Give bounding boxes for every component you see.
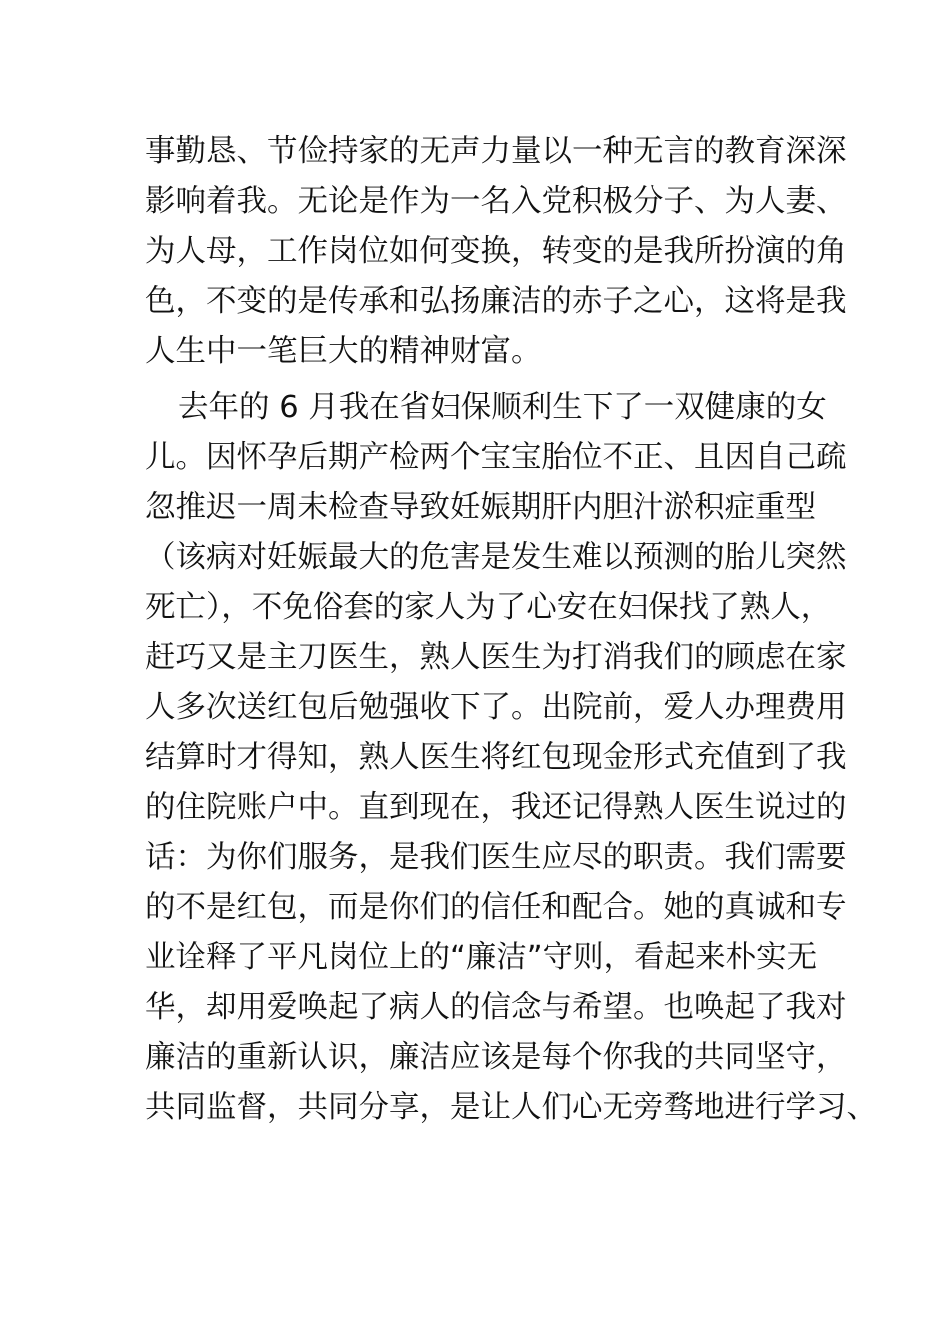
text-line: 廉洁的重新认识，廉洁应该是每个你我的共同坚守， [145, 1040, 847, 1075]
text-line: 的不是红包，而是你们的信任和配合。她的真诚和专 [145, 890, 847, 925]
text-line: 话：为你们服务，是我们医生应尽的职责。我们需要 [145, 840, 847, 875]
text-line: 死亡），不免俗套的家人为了心安在妇保找了熟人， [145, 590, 832, 625]
text-line: 影响着我。无论是作为一名入党积极分子、为人妻、 [145, 184, 847, 219]
text-line: 忽推迟一周未检查导致妊娠期肝内胆汁淤积症重型 [145, 490, 816, 525]
text-line: 结算时才得知，熟人医生将红包现金形式充值到了我 [145, 740, 847, 775]
text-line: 为人母，工作岗位如何变换，转变的是我所扮演的角 [145, 234, 847, 269]
text-line: 业诠释了平凡岗位上的“廉洁”守则，看起来朴实无 [145, 940, 818, 975]
text-line: 儿。因怀孕后期产检两个宝宝胎位不正、且因自己疏 [145, 440, 847, 475]
text-line: 色，不变的是传承和弘扬廉洁的赤子之心，这将是我 [145, 284, 847, 319]
text-line: 共同监督，共同分享，是让人们心无旁骛地进行学习、 [145, 1090, 877, 1125]
text-line: 人多次送红包后勉强收下了。出院前，爱人办理费用 [145, 690, 847, 725]
text-line: 赶巧又是主刀医生，熟人医生为打消我们的顾虑在家 [145, 640, 847, 675]
paragraph-first-line: 去年的 6 月我在省妇保顺利生下了一双健康的女 [178, 390, 827, 425]
text-line: 人生中一笔巨大的精神财富。 [145, 334, 542, 369]
text-line: （该病对妊娠最大的危害是发生难以预测的胎儿突然 [145, 540, 847, 575]
text-line: 华，却用爱唤起了病人的信念与希望。也唤起了我对 [145, 990, 847, 1025]
text-line: 事勤恳、节俭持家的无声力量以一种无言的教育深深 [145, 134, 847, 169]
text-line: 的住院账户中。直到现在，我还记得熟人医生说过的 [145, 790, 847, 825]
